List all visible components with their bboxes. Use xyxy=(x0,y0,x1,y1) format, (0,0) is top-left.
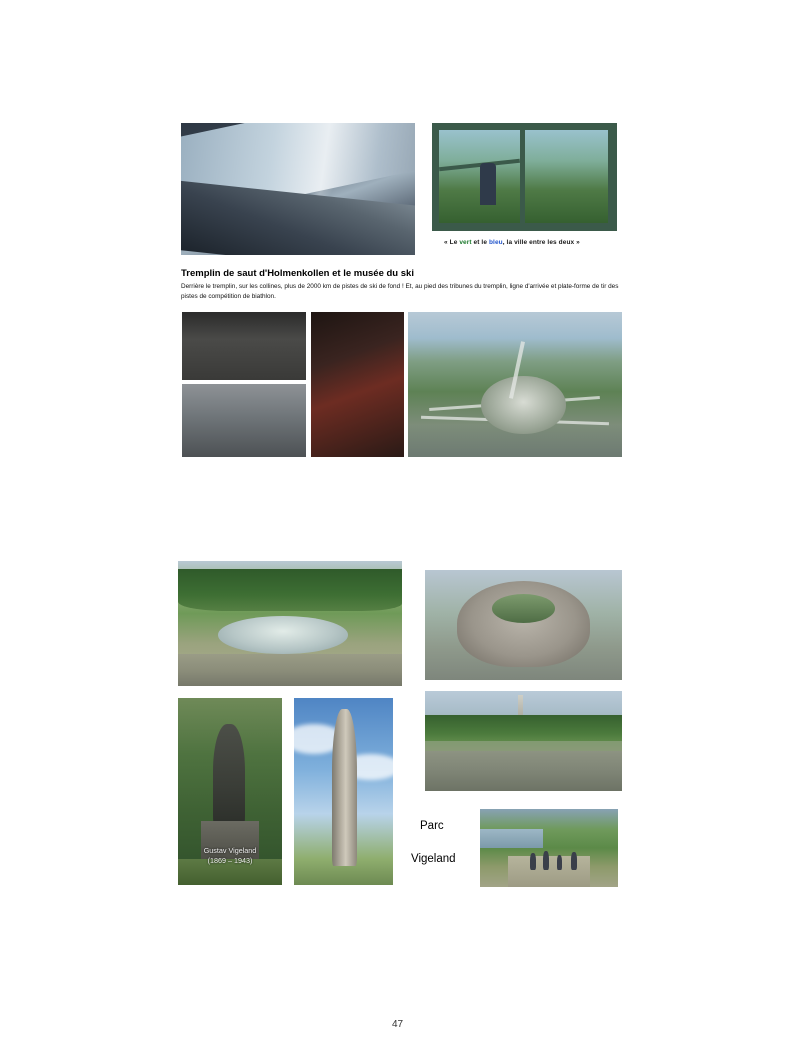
caption-word-vert: vert xyxy=(459,239,472,246)
park-label-line1: Parc xyxy=(420,820,444,832)
holmenkollen-ski-jump-photo xyxy=(181,123,415,255)
green-blue-window-photo xyxy=(432,123,617,231)
vigeland-bridge-photo xyxy=(425,691,622,791)
stone-sculpture-photo xyxy=(425,570,622,680)
vigeland-fountain-photo xyxy=(178,561,402,686)
caption-suffix: , la ville entre les deux » xyxy=(502,239,580,246)
monolith-column-photo xyxy=(294,698,393,885)
holmenkollen-paragraph: Derrière le tremplin, sur les collines, plus de 2000 km de pistes de ski de fond ! Et, au pied des tribunes du tremplin, ligne d'arrivée et plate-forme de tir des pistes de compétition de biathlon. xyxy=(181,283,619,300)
statue-caption-line1: Gustav Vigeland xyxy=(203,846,257,855)
page-number: 47 xyxy=(391,1019,404,1030)
caption-prefix: « Le xyxy=(444,239,460,246)
green-blue-caption xyxy=(444,239,580,246)
aerial-ski-arena-photo xyxy=(408,312,622,457)
park-path-walkers-photo xyxy=(480,809,618,887)
holmenkollen-heading: Tremplin de saut d'Holmenkollen et le musée du ski xyxy=(181,268,414,279)
polar-bear-diorama-photo xyxy=(182,312,306,380)
caption-middle: et le xyxy=(471,239,489,246)
statue-caption-line2: (1869 – 1943) xyxy=(207,856,253,865)
gustav-vigeland-caption xyxy=(178,846,282,866)
park-label-line2: Vigeland xyxy=(411,853,456,865)
ski-museum-display-photo xyxy=(311,312,404,457)
caption-word-bleu: bleu xyxy=(488,239,503,246)
moose-diorama-photo xyxy=(182,384,306,457)
